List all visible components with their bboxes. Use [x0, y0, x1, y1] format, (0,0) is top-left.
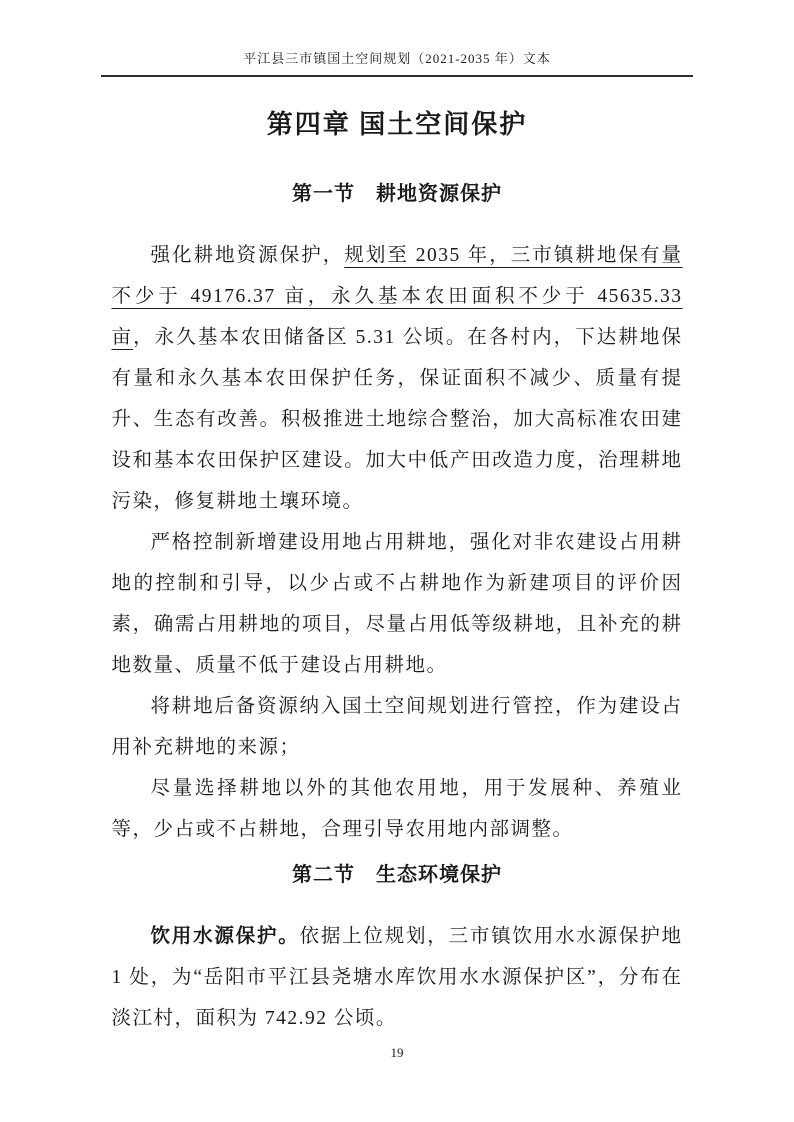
paragraph-5 [112, 916, 683, 1039]
paragraph-1-rest: ，永久基本农田储备区 5.31 公顷。在各村内，下达耕地保有量和永久基本农田保护任务，保证面积不减少、质量有提升、生态有改善。积极推进土地综合整治，加大高标准农田建设和基本农田保护区建设。加大中低产田改造力度，治理耕地污染，修复耕地土壤环境。 [111, 327, 683, 512]
chapter-title: 第四章 国土空间保护 [266, 110, 528, 139]
paragraph-4: 尽量选择耕地以外的其他农用地，用于发展种、养殖业等，少占或不占耕地，合理引导农用地内部调整。 [111, 778, 683, 840]
page-header: 平江县三市镇国土空间规划（2021-2035 年）文本 [243, 51, 551, 66]
section-2-heading: 第二节 生态环境保护 [292, 864, 502, 886]
body-text [112, 235, 683, 1039]
paragraph-1-underlined-text: 规划至 2035 年，三市镇耕地保有量不少于 49176.37 亩，永久基本农田面积不少于 45635.33 亩 [111, 245, 683, 348]
paragraph-1 [112, 235, 683, 522]
header-rule [101, 75, 693, 77]
paragraph-1-lead: 强化耕地资源保护， [150, 245, 345, 266]
paragraph-3: 将耕地后备资源纳入国土空间规划进行管控，作为建设占用补充耕地的来源； [111, 696, 683, 758]
page-number: 19 [390, 1045, 404, 1060]
paragraph-2: 严格控制新增建设用地占用耕地，强化对非农建设占用耕地的控制和引导，以少占或不占耕地作为新建项目的评价因素，确需占用耕地的项目，尽量占用低等级耕地，且补充的耕地数量、质量不低于建设占用耕地。 [111, 532, 683, 676]
paragraph-5-rest: 依据上位规划，三市镇饮用水水源保护地 1 处，为“岳阳市平江县尧塘水库饮用水水源保护区”，分布在淡江村，面积为 742.92 公顷。 [111, 926, 683, 1029]
paragraph-5-bold-lead: 饮用水源保护。 [150, 926, 300, 947]
section-1-heading: 第一节 耕地资源保护 [292, 183, 502, 205]
